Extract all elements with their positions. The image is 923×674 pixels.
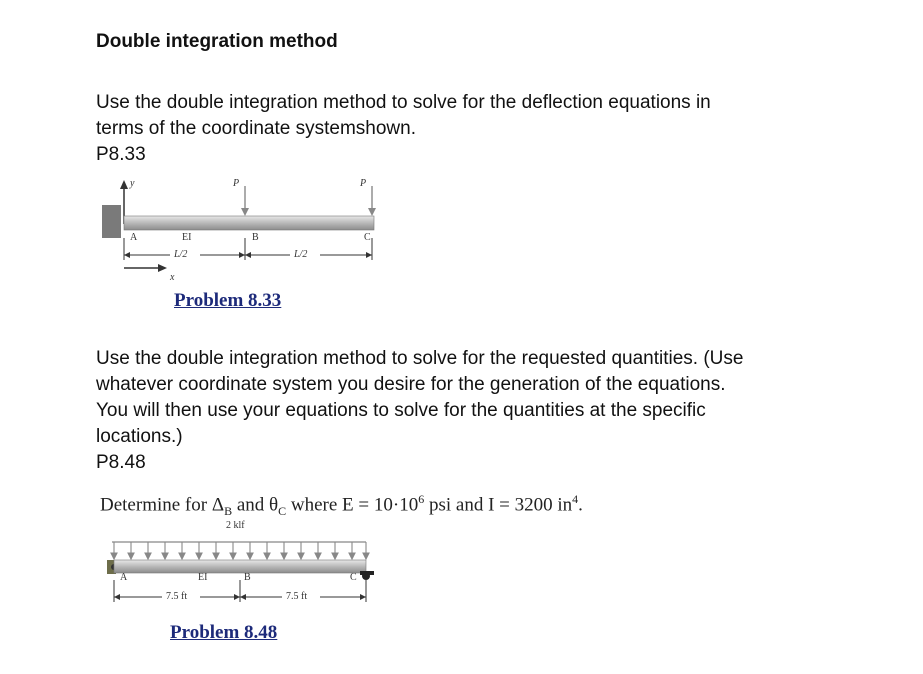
label-L2-left: L/2	[174, 249, 188, 260]
statement-sub-B: B	[224, 504, 233, 519]
span-right: 7.5 ft	[286, 591, 308, 602]
statement-part-3: where E = 10·10	[286, 494, 419, 516]
statement-sub-C: C	[278, 504, 287, 519]
paragraph-2-line-1: Use the double integration method to solve for the requested quantities. (Use	[96, 348, 744, 369]
label-A2: A	[120, 572, 128, 583]
figure-cantilever-beam	[100, 176, 390, 286]
label-L2-right: L/2	[294, 249, 308, 260]
fixed-wall	[102, 205, 121, 238]
paragraph-2-line-3: You will then use your equations to solve for the quantities at the specific	[96, 400, 706, 421]
label-P1: P	[233, 178, 240, 189]
beam-1	[124, 216, 374, 230]
statement-exp-4: 4	[572, 492, 579, 506]
load-arrowhead-C	[368, 208, 376, 216]
paragraph-2-line-4: locations.)	[96, 426, 183, 447]
paragraph-2-line-2: whatever coordinate system you desire for the generation of the equations.	[96, 374, 726, 395]
label-P2: P	[360, 178, 367, 189]
label-B2: B	[244, 572, 251, 583]
beam-diagram-2	[104, 520, 384, 610]
label-C2: C	[350, 572, 357, 583]
statement-exp-6: 6	[418, 492, 425, 506]
load-arrowhead-B	[241, 208, 249, 216]
beam-diagram-1	[100, 176, 390, 286]
problem-code-2: P8.48	[96, 452, 146, 473]
label-EI2: EI	[198, 572, 208, 583]
statement-part-1: Determine for Δ	[100, 494, 225, 516]
problem-code-1: P8.33	[96, 144, 146, 165]
label-y: y	[130, 178, 135, 189]
load-label: 2 klf	[226, 520, 245, 531]
figure-2-caption: Problem 8.48	[170, 622, 278, 643]
label-EI: EI	[182, 232, 192, 243]
statement-part-2: and θ	[232, 494, 279, 516]
span-left: 7.5 ft	[166, 591, 188, 602]
statement-part-4: psi and I = 3200 in	[424, 494, 573, 516]
x-axis-arrow	[158, 264, 167, 272]
y-axis-arrow	[120, 180, 128, 189]
document-title: Double integration method	[96, 31, 338, 52]
roller-base-C	[360, 571, 374, 575]
problem-statement	[100, 492, 583, 519]
statement-end: .	[578, 494, 583, 516]
beam-2	[114, 560, 366, 573]
paragraph-1	[96, 90, 886, 168]
label-A: A	[130, 232, 138, 243]
figure-simply-supported-beam	[104, 520, 384, 610]
paragraph-1-line-1: Use the double integration method to solve for the deflection equations in	[96, 92, 711, 113]
paragraph-1-line-2: terms of the coordinate systemshown.	[96, 118, 416, 139]
distributed-load-arrows	[111, 542, 369, 559]
label-B: B	[252, 232, 259, 243]
figure-1-caption: Problem 8.33	[174, 290, 282, 311]
label-x: x	[170, 272, 175, 283]
paragraph-2	[96, 346, 886, 476]
label-C: C	[364, 232, 371, 243]
